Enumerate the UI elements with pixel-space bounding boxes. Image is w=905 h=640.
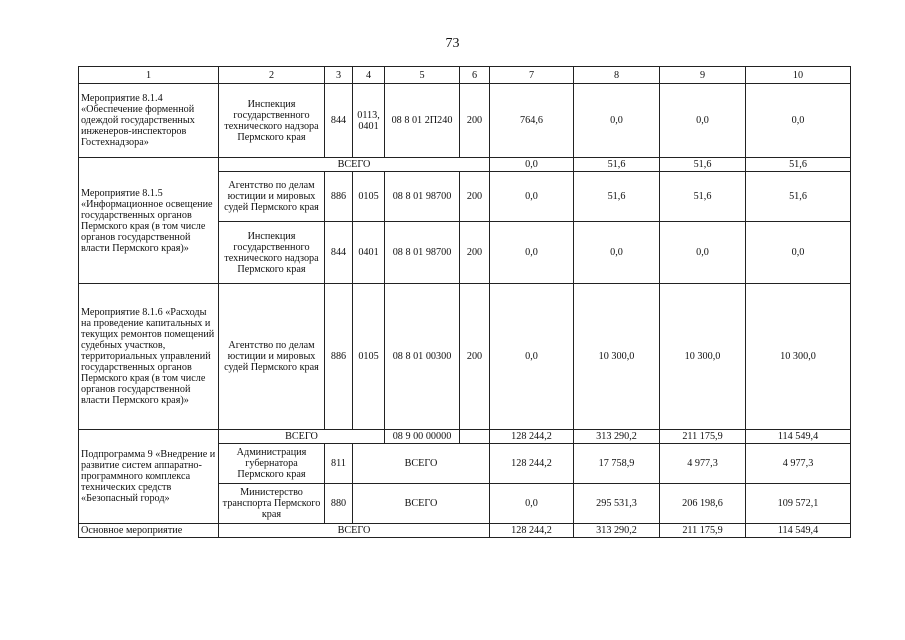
- header-row: [79, 67, 851, 84]
- cell: 4 977,3: [660, 444, 746, 484]
- total-label: ВСЕГО: [219, 524, 490, 538]
- cell: 886: [325, 284, 353, 430]
- column-header: 6: [460, 67, 490, 84]
- cell: 811: [325, 444, 353, 484]
- organization: Агентство по делам юстиции и мировых судей Пермского края: [219, 284, 325, 430]
- cell: 844: [325, 222, 353, 284]
- event-name: Мероприятие 8.1.5 «Информационное освещение государственных органов Пермского края (в том числе органов государственной власти Пермского края)»: [79, 158, 219, 284]
- cell: 0,0: [660, 84, 746, 158]
- cell: 211 175,9: [660, 430, 746, 444]
- cell: 51,6: [660, 158, 746, 172]
- event-name: Мероприятие 8.1.6 «Расходы на проведение капитальных и текущих ремонтов помещений судебных участков, территориальных управлений государственных органов Пермского края (в том числе органов государственной власти Пермского края)»: [79, 284, 219, 430]
- cell: 17 758,9: [574, 444, 660, 484]
- cell: 128 244,2: [490, 524, 574, 538]
- cell: 200: [460, 172, 490, 222]
- event-name: Мероприятие 8.1.4 «Обеспечение форменной одеждой государственных инженеров-инспекторов Гостехнадзора»: [79, 84, 219, 158]
- page-number: 73: [445, 36, 460, 51]
- cell: 51,6: [574, 158, 660, 172]
- column-header: 7: [490, 67, 574, 84]
- table-row: [79, 524, 851, 538]
- column-header: 8: [574, 67, 660, 84]
- cell: 08 8 01 00300: [385, 284, 460, 430]
- cell: 844: [325, 84, 353, 158]
- cell: 200: [460, 222, 490, 284]
- column-header: 10: [746, 67, 851, 84]
- cell: 313 290,2: [574, 430, 660, 444]
- organization: Администрация губернатора Пермского края: [219, 444, 325, 484]
- cell: 0105: [353, 284, 385, 430]
- cell: 0,0: [490, 484, 574, 524]
- cell: 313 290,2: [574, 524, 660, 538]
- organization: Агентство по делам юстиции и мировых судей Пермского края: [219, 172, 325, 222]
- cell: 109 572,1: [746, 484, 851, 524]
- cell: 0,0: [490, 158, 574, 172]
- cell: 764,6: [490, 84, 574, 158]
- cell: 51,6: [746, 158, 851, 172]
- cell: 0401: [353, 222, 385, 284]
- table-row: [79, 284, 851, 430]
- cell: 51,6: [574, 172, 660, 222]
- cell: 200: [460, 84, 490, 158]
- organization: Инспекция государственного технического надзора Пермского края: [219, 84, 325, 158]
- cell: 880: [325, 484, 353, 524]
- cell: 0,0: [574, 84, 660, 158]
- total-label: ВСЕГО: [353, 484, 490, 524]
- cell: 0,0: [746, 84, 851, 158]
- column-header: 4: [353, 67, 385, 84]
- column-header: 1: [79, 67, 219, 84]
- total-label: ВСЕГО: [219, 158, 490, 172]
- cell: 08 9 00 00000: [385, 430, 460, 444]
- cell: 0105: [353, 172, 385, 222]
- budget-table: [78, 66, 851, 538]
- cell: 114 549,4: [746, 524, 851, 538]
- event-name: Подпрограмма 9 «Внедрение и развитие систем аппаратно-программного комплекса технических средств «Безопасный город»: [79, 430, 219, 524]
- cell: 08 8 01 98700: [385, 222, 460, 284]
- cell: 0,0: [746, 222, 851, 284]
- cell: 08 8 01 98700: [385, 172, 460, 222]
- cell: 0113, 0401: [353, 84, 385, 158]
- column-header: 5: [385, 67, 460, 84]
- cell: 0,0: [490, 172, 574, 222]
- table-row: [79, 84, 851, 158]
- column-header: 9: [660, 67, 746, 84]
- cell: 200: [460, 284, 490, 430]
- cell: 10 300,0: [660, 284, 746, 430]
- cell: 211 175,9: [660, 524, 746, 538]
- event-name: Основное мероприятие: [79, 524, 219, 538]
- total-label: ВСЕГО: [219, 430, 385, 444]
- cell: 51,6: [746, 172, 851, 222]
- cell: 206 198,6: [660, 484, 746, 524]
- cell: 0,0: [574, 222, 660, 284]
- cell: 886: [325, 172, 353, 222]
- cell: 128 244,2: [490, 430, 574, 444]
- column-header: 2: [219, 67, 325, 84]
- cell: 295 531,3: [574, 484, 660, 524]
- organization: Инспекция государственного технического надзора Пермского края: [219, 222, 325, 284]
- cell: 0,0: [490, 284, 574, 430]
- cell: 10 300,0: [746, 284, 851, 430]
- cell: 128 244,2: [490, 444, 574, 484]
- cell: 4 977,3: [746, 444, 851, 484]
- cell: 10 300,0: [574, 284, 660, 430]
- cell: 08 8 01 2П240: [385, 84, 460, 158]
- column-header: 3: [325, 67, 353, 84]
- cell: 51,6: [660, 172, 746, 222]
- cell: [460, 430, 490, 444]
- total-label: ВСЕГО: [353, 444, 490, 484]
- cell: 114 549,4: [746, 430, 851, 444]
- table-row: [79, 158, 851, 172]
- cell: 0,0: [660, 222, 746, 284]
- organization: Министерство транспорта Пермского края: [219, 484, 325, 524]
- table-row: [79, 430, 851, 444]
- cell: 0,0: [490, 222, 574, 284]
